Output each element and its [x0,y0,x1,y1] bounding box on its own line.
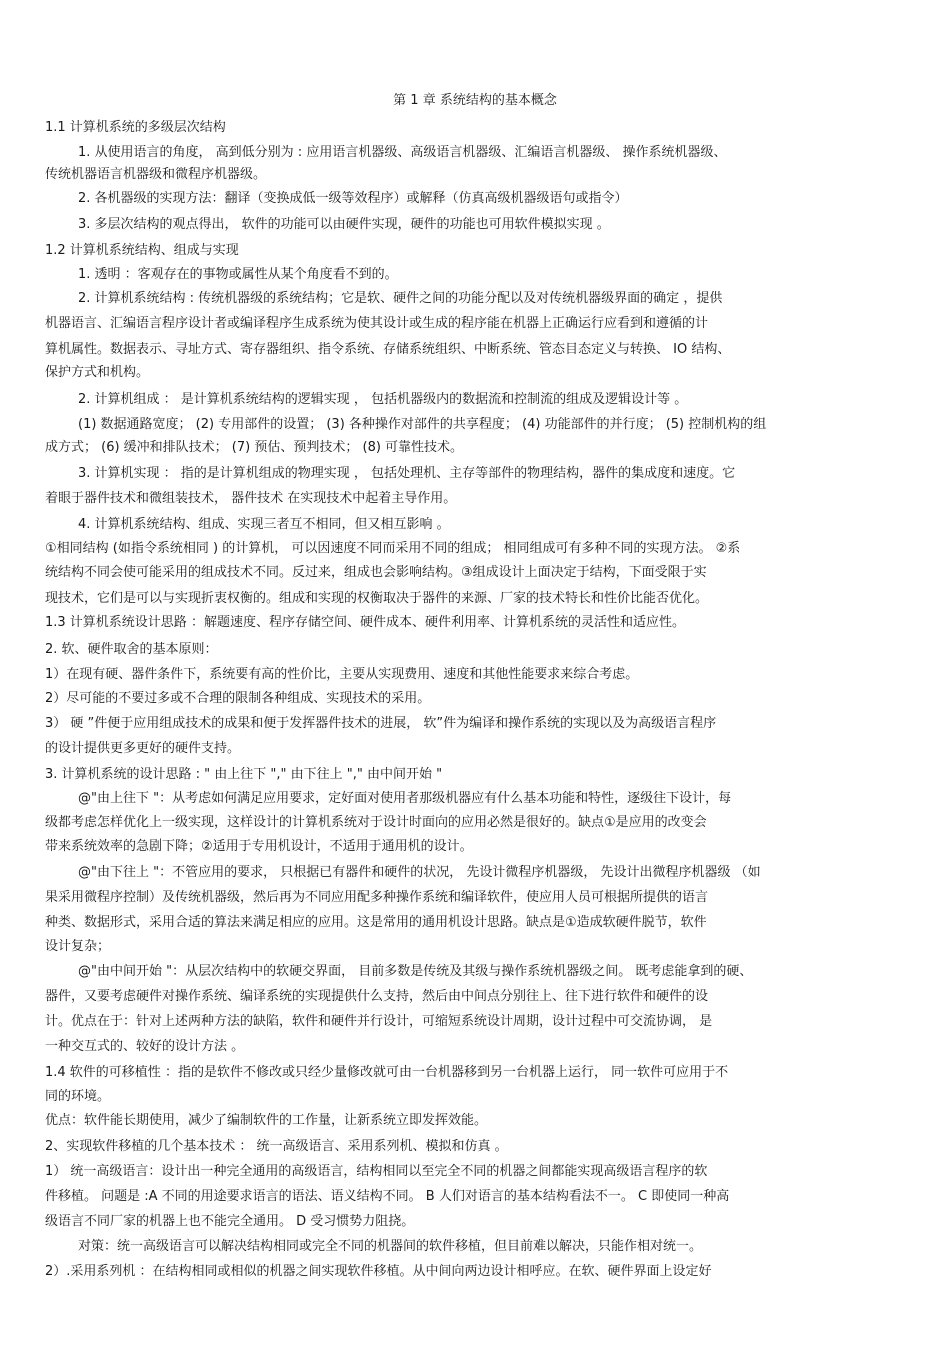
text-line: 1）在现有硬、器件条件下，系统要有高的性价比，主要从实现费用、速度和其他性能要求来综合考虑。 [45,667,639,682]
text-line: @"由中间开始 "：从层次结构中的软硬交界面， 目前多数是传统及其级与操作系统机器级之间。 既考虑能拿到的硬、 [78,964,753,979]
text-line: 成方式； (6) 缓冲和排队技术； (7) 预估、预判技术； (8) 可靠性技术。 [45,440,464,455]
text-line: 2、实现软件移植的几个基本技术 ： 统一高级语言、采用系列机、模拟和仿真 。 [45,1139,508,1154]
text-line: 级都考虑怎样优化上一级实现，这样设计的计算机系统对于设计时面向的应用必然是很好的。缺点①是应用的改变会 [45,815,707,830]
text-line: 计。优点在于：针对上述两种方法的缺陷，软件和硬件并行设计，可缩短系统设计周期，设计过程中可交流协调， 是 [45,1014,713,1029]
text-line: 1. 从使用语言的角度， 高到低分别为 : 应用语言机器级、高级语言机器级、汇编语言机器级、 操作系统机器级、 [78,145,727,160]
text-line: 件移植。 问题是 :A 不同的用途要求语言的语法、语义结构不同。 B 人们对语言的基本结构看法不一。 C 即使同一种高 [45,1189,730,1204]
text-line: 设计复杂； [45,939,111,954]
text-line: 对策：统一高级语言可以解决结构相同或完全不同的机器间的软件移植，但目前难以解决，只能作相对统一。 [78,1239,703,1254]
text-line: 机器语言、汇编语言程序设计者或编译程序生成系统为使其设计或生成的程序能在机器上正确运行应看到和遵循的计 [45,316,709,331]
text-line: 1.3 计算机系统设计思路 ：解题速度、程序存储空间、硬件成本、硬件利用率、计算机系统的灵活性和适应性。 [45,615,685,630]
text-line: 2. 计算机组成 ： 是计算机系统结构的逻辑实现 ， 包括机器级内的数据流和控制流的组成及逻辑设计等 。 [78,392,688,407]
text-line: 级语言不同厂家的机器上也不能完全通用。 D 受习惯势力阻挠。 [45,1214,415,1229]
text-line: 1.2 计算机系统结构、组成与实现 [45,243,239,258]
text-line: @"由上往下 "：从考虑如何满足应用要求，定好面对使用者那级机器应有什么基本功能和特性，逐级往下设计，每 [78,791,732,806]
text-line: 2. 软、硬件取舍的基本原则： [45,642,218,657]
text-line: 1） 统一高级语言：设计出一种完全通用的高级语言，结构相同以至完全不同的机器之间都能实现高级语言程序的软 [45,1164,708,1179]
text-line: 1.1 计算机系统的多级层次结构 [45,120,226,135]
text-line: 2. 计算机系统结构 : 传统机器级的系统结构；它是软、硬件之间的功能分配以及对传统机器级界面的确定 ，提供 [78,291,723,306]
text-line: 的设计提供更多更好的硬件支持。 [45,741,241,756]
text-line: 保护方式和机构。 [45,365,150,380]
text-line: 1.4 软件的可移植性 ：指的是软件不修改或只经少量修改就可由一台机器移到另一台机器上运行， 同一软件可应用于不 [45,1065,729,1080]
text-line: 算机属性。数据表示、寻址方式、寄存器组织、指令系统、存储系统组织、中断系统、管态目态定义与转换、 IO 结构、 [45,342,731,357]
text-line: 4. 计算机系统结构、组成、实现三者互不相同，但又相互影响 。 [78,517,450,532]
text-line: 2）.采用系列机 ：在结构相同或相似的机器之间实现软件移植。从中间向两边设计相呼应。在软、硬件界面上设定好 [45,1264,712,1279]
text-line: 1. 透明 ：客观存在的事物或属性从某个角度看不到的。 [78,267,398,282]
text-line: 3） 硬 ”件便于应用组成技术的成果和便于发挥器件技术的进展， 软”件为编译和操作系统的实现以及为高级语言程序 [45,716,717,731]
text-line: 2）尽可能的不要过多或不合理的限制各种组成、实现技术的采用。 [45,691,431,706]
text-line: 传统机器语言机器级和微程序机器级。 [45,167,267,182]
text-line: 3. 多层次结构的观点得出， 软件的功能可以由硬件实现，硬件的功能也可用软件模拟实现 。 [78,217,610,232]
text-line: 2. 各机器级的实现方法：翻译（变换成低一级等效程序）或解释（仿真高级机器级语句或指令） [78,191,628,206]
text-line: 优点：软件能长期使用，减少了编制软件的工作量，让新系统立即发挥效能。 [45,1113,488,1128]
text-line: 统结构不同会使可能采用的组成技术不同。反过来，组成也会影响结构。③组成设计上面决定于结构，下面受限于实 [45,565,707,580]
text-line: @"由下往上 "：不管应用的要求， 只根据已有器件和硬件的状况， 先设计微程序机器级， 先设计出微程序机器级 （如 [78,865,761,880]
text-line: 一种交互式的、较好的设计方法 。 [45,1039,245,1054]
text-line: 带来系统效率的急剧下降；②适用于专用机设计，不适用于通用机的设计。 [45,839,473,854]
text-line: 器件，又要考虑硬件对操作系统、编译系统的实现提供什么支持，然后由中间点分别往上、往下进行软件和硬件的设 [45,989,709,1004]
text-line: 现技术，它们是可以与实现折衷权衡的。组成和实现的权衡取决于器件的来源、厂家的技术特长和性价比能否优化。 [45,591,709,606]
page-title: 第 1 章 系统结构的基本概念 [393,93,557,108]
text-line: 3. 计算机实现 ： 指的是计算机组成的物理实现 ， 包括处理机、主存等部件的物理结构，器件的集成度和速度。它 [78,466,736,481]
text-line: (1) 数据通路宽度； (2) 专用部件的设置； (3) 各种操作对部件的共享程度； (4) 功能部件的并行度； (5) 控制机构的组 [78,417,767,432]
text-line: 着眼于器件技术和微组装技术， 器件技术 在实现技术中起着主导作用。 [45,491,457,506]
text-line: ①相同结构 (如指令系统相同 ) 的计算机， 可以因速度不同而采用不同的组成； 相同组成可有多种不同的实现方法。 ②系 [45,541,741,556]
text-line: 种类、数据形式，采用合适的算法来满足相应的应用。这是常用的通用机设计思路。缺点是①造成软硬件脱节，软件 [45,915,707,930]
text-line: 3. 计算机系统的设计思路 : " 由上往下 "," 由下往上 "," 由中间开始 " [45,767,443,782]
text-line: 同的环境。 [45,1089,111,1104]
text-line: 果采用微程序控制）及传统机器级，然后再为不同应用配多种操作系统和编译软件，使应用人员可根据所提供的语言 [45,890,709,905]
